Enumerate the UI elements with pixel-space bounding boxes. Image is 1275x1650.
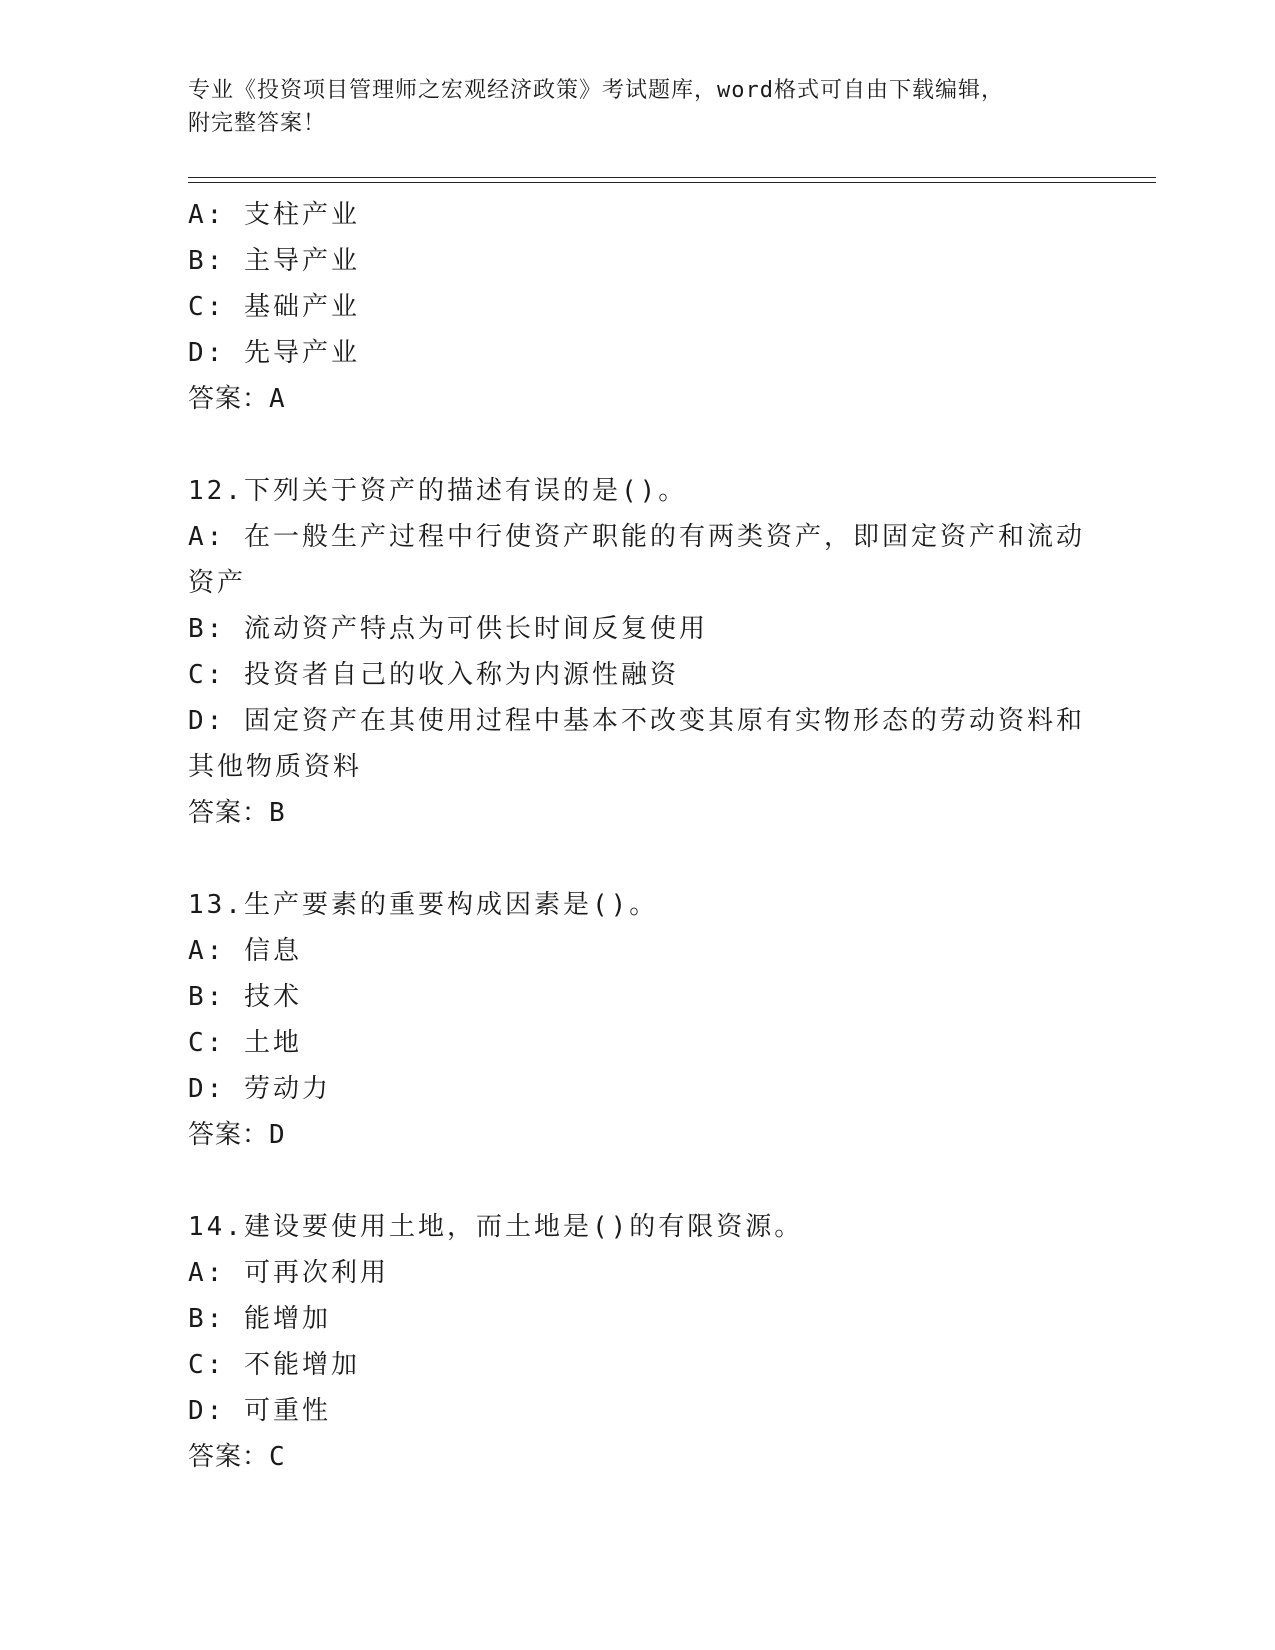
option-d: D: 可重性 bbox=[188, 1396, 331, 1426]
question-11 bbox=[188, 192, 1088, 422]
header-divider-bottom bbox=[188, 182, 1156, 183]
answer: 答案：D bbox=[188, 1120, 286, 1150]
header-line-2: 附完整答案！ bbox=[188, 111, 327, 136]
option-c: C: 不能增加 bbox=[188, 1350, 360, 1380]
question-text: 12.下列关于资产的描述有误的是()。 bbox=[188, 476, 688, 506]
header-line-1: 专业《投资项目管理师之宏观经济政策》考试题库，word格式可自由下载编辑， bbox=[188, 78, 1004, 103]
answer: 答案：C bbox=[188, 1442, 286, 1472]
answer: 答案：A bbox=[188, 384, 286, 414]
header-divider-top bbox=[188, 177, 1156, 178]
option-b: B: 流动资产特点为可供长时间反复使用 bbox=[188, 614, 708, 644]
question-14 bbox=[188, 1204, 1088, 1480]
spacer bbox=[188, 836, 1088, 882]
option-a: A: 可再次利用 bbox=[188, 1258, 389, 1288]
option-c: C: 土地 bbox=[188, 1028, 302, 1058]
option-c: C: 投资者自己的收入称为内源性融资 bbox=[188, 660, 679, 690]
question-12 bbox=[188, 468, 1088, 836]
option-d: D: 劳动力 bbox=[188, 1074, 331, 1104]
option-a: A: 信息 bbox=[188, 936, 302, 966]
spacer bbox=[188, 422, 1088, 468]
option-d-line-2: 其他物质资料 bbox=[188, 752, 363, 782]
option-d-line-1: D: 固定资产在其使用过程中基本不改变其原有实物形态的劳动资料和 bbox=[188, 706, 1085, 736]
option-b: B: 能增加 bbox=[188, 1304, 331, 1334]
option-a: A: 支柱产业 bbox=[188, 200, 360, 230]
option-b: B: 主导产业 bbox=[188, 246, 360, 276]
answer: 答案：B bbox=[188, 798, 286, 828]
question-text: 13.生产要素的重要构成因素是()。 bbox=[188, 890, 659, 920]
option-c: C: 基础产业 bbox=[188, 292, 360, 322]
question-text: 14.建设要使用土地，而土地是()的有限资源。 bbox=[188, 1212, 804, 1242]
spacer bbox=[188, 1158, 1088, 1204]
option-b: B: 技术 bbox=[188, 982, 302, 1012]
option-a-line-1: A: 在一般生产过程中行使资产职能的有两类资产，即固定资产和流动 bbox=[188, 522, 1085, 552]
question-13 bbox=[188, 882, 1088, 1158]
document-header bbox=[188, 74, 1088, 140]
option-a-line-2: 资产 bbox=[188, 568, 247, 598]
question-list bbox=[188, 192, 1088, 1480]
option-d: D: 先导产业 bbox=[188, 338, 360, 368]
